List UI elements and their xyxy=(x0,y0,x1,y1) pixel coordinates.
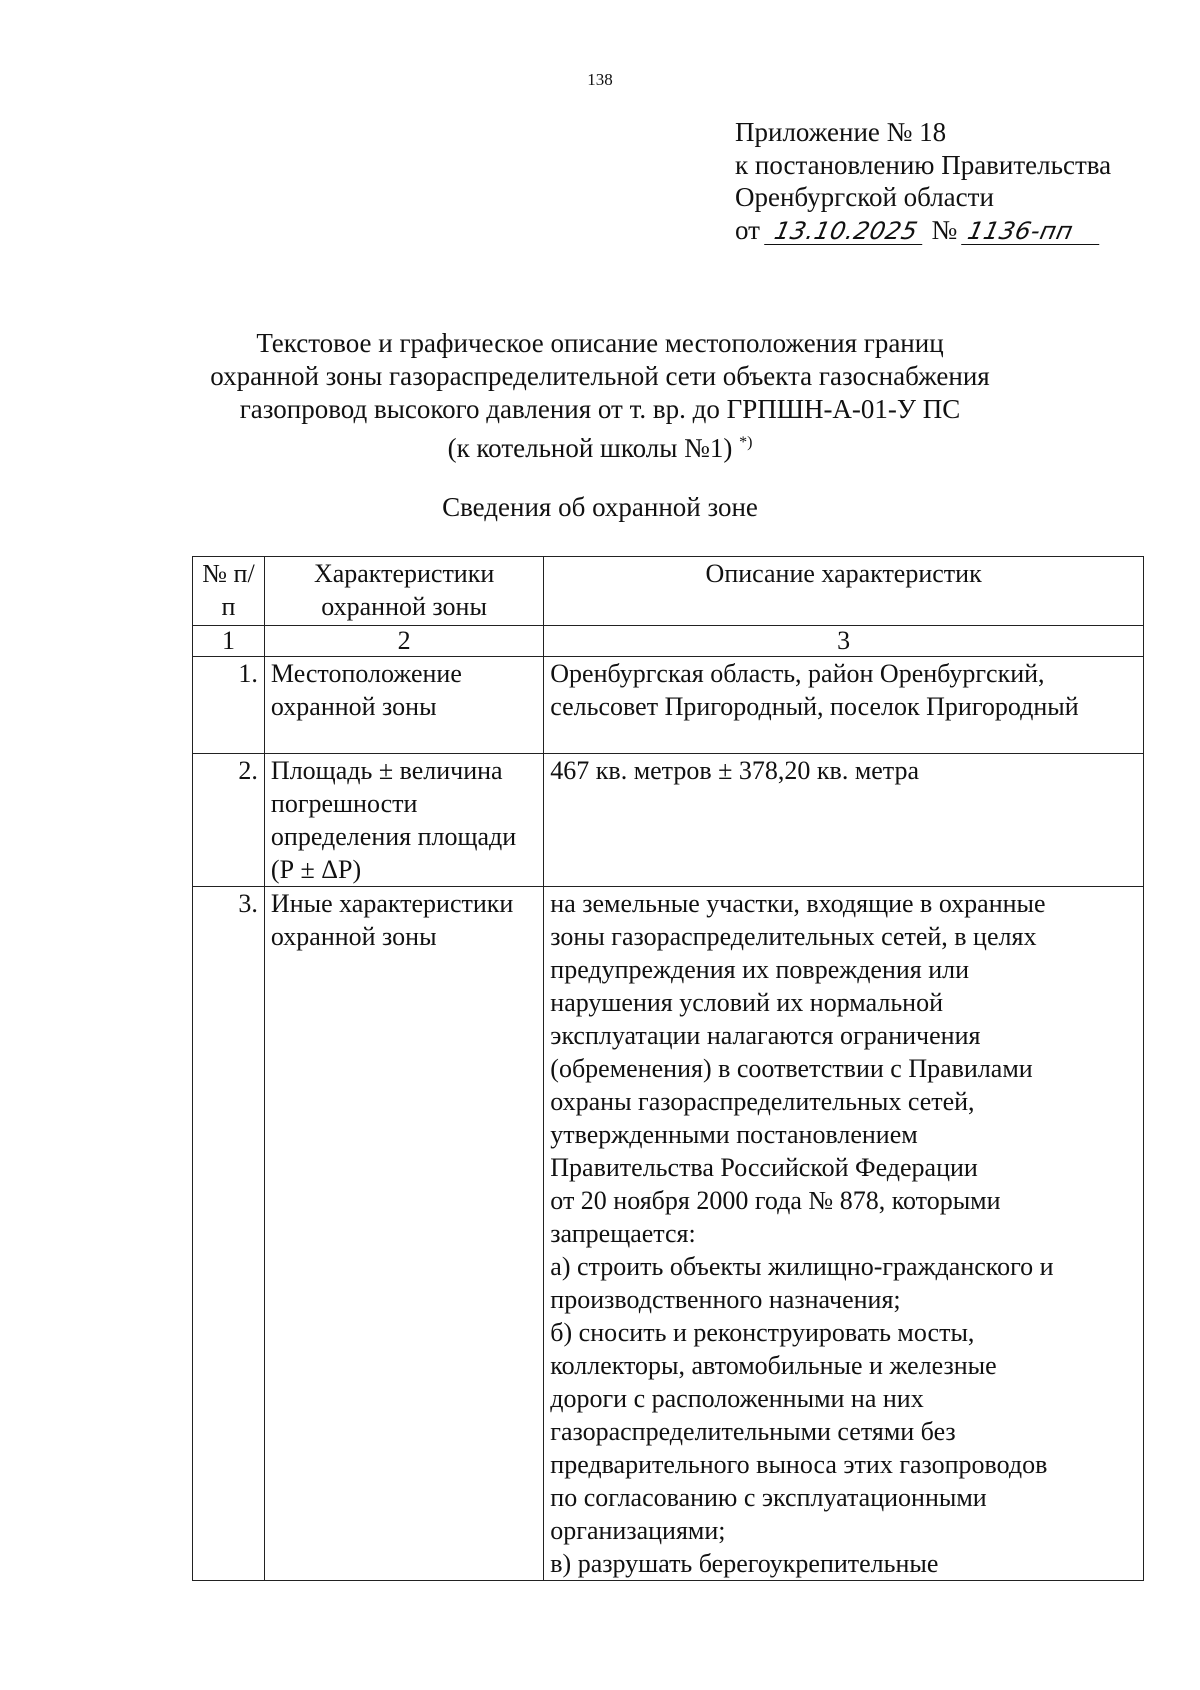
description-line: зоны газораспределительных сетей, в целях xyxy=(550,922,1037,951)
row-description: 467 кв. метров ± 378,20 кв. метра xyxy=(544,754,1144,887)
column-number-1: 1 xyxy=(193,626,265,657)
description-line: а) строить объекты жилищно-гражданского и xyxy=(550,1252,1054,1281)
footnote-mark: *) xyxy=(739,434,753,451)
header-number: № п/п xyxy=(193,557,265,626)
description-line: предупреждения их повреждения или xyxy=(550,955,970,984)
document-title xyxy=(100,327,1100,465)
title-line-3: газопровод высокого давления от т. вр. до ГРПШН-А-01-У ПС xyxy=(239,394,961,424)
description-line: (обременения) в соответствии с Правилами xyxy=(550,1054,1033,1083)
description-line: от 20 ноября 2000 года № 878, которыми xyxy=(550,1186,1001,1215)
row-number: 2. xyxy=(193,754,265,887)
appendix-line-3: Оренбургской области xyxy=(735,182,994,212)
description-line: производственного назначения; xyxy=(550,1285,901,1314)
section-title: Сведения об охранной зоне xyxy=(442,492,758,522)
column-number-row xyxy=(193,626,1144,657)
row-number: 3. xyxy=(193,887,265,1581)
row-number: 1. xyxy=(193,657,265,754)
description-line: охраны газораспределительных сетей, xyxy=(550,1087,975,1116)
row-characteristic: Иные характеристики охранной зоны xyxy=(264,887,543,1581)
description-line: на земельные участки, входящие в охранные xyxy=(550,889,1046,918)
row-description xyxy=(544,887,1144,1581)
appendix-date-line xyxy=(735,214,1111,247)
table-row xyxy=(193,754,1144,887)
description-line: нарушения условий их нормальной xyxy=(550,988,943,1017)
title-line-2: охранной зоны газораспределительной сети объекта газоснабжения xyxy=(210,361,990,391)
handwritten-date: 13.10.2025 xyxy=(764,218,928,245)
appendix-block xyxy=(735,116,1111,246)
description-line: б) сносить и реконструировать мосты, xyxy=(550,1318,975,1347)
header-description: Описание характеристик xyxy=(544,557,1144,626)
description-line: утвержденными постановлением xyxy=(550,1120,918,1149)
description-line: в) разрушать берегоукрепительные xyxy=(550,1549,939,1578)
description-line: Правительства Российской Федерации xyxy=(550,1153,978,1182)
title-line-1: Текстовое и графическое описание местоположения границ xyxy=(256,328,944,358)
page-number: 138 xyxy=(587,70,613,89)
table-row xyxy=(193,887,1144,1581)
table-header-row xyxy=(193,557,1144,626)
handwritten-number: 1136-пп xyxy=(961,218,1105,245)
from-label: от xyxy=(735,214,760,245)
description-line: эксплуатации налагаются ограничения xyxy=(550,1021,981,1050)
appendix-line-2: к постановлению Правительства xyxy=(735,149,1112,180)
protection-zone-table xyxy=(192,556,1144,1581)
column-number-2: 2 xyxy=(264,626,543,657)
row-description: Оренбургская область, район Оренбургский, сельсовет Пригородный, поселок Пригородный xyxy=(544,657,1144,754)
description-line: коллекторы, автомобильные и железные xyxy=(550,1351,997,1380)
row-characteristic: Площадь ± величина погрешности определения площади (Р ± ΔР) xyxy=(264,754,543,887)
title-line-4-wrap xyxy=(100,426,1100,465)
description-line: по согласованию с эксплуатационными xyxy=(550,1483,987,1512)
row-characteristic: Местоположение охранной зоны xyxy=(264,657,543,754)
column-number-3: 3 xyxy=(544,626,1144,657)
number-label: № xyxy=(931,214,958,245)
header-characteristic: Характеристики охранной зоны xyxy=(264,557,543,626)
description-line: предварительного выноса этих газопроводов xyxy=(550,1450,1048,1479)
description-line: дороги с расположенными на них xyxy=(550,1384,924,1413)
appendix-line-1: Приложение № 18 xyxy=(735,117,947,147)
description-line: газораспределительными сетями без xyxy=(550,1417,956,1446)
table-row xyxy=(193,657,1144,754)
description-line: организациями; xyxy=(550,1516,726,1545)
description-line: запрещается: xyxy=(550,1219,696,1248)
title-line-4: (к котельной школы №1) xyxy=(447,433,733,463)
